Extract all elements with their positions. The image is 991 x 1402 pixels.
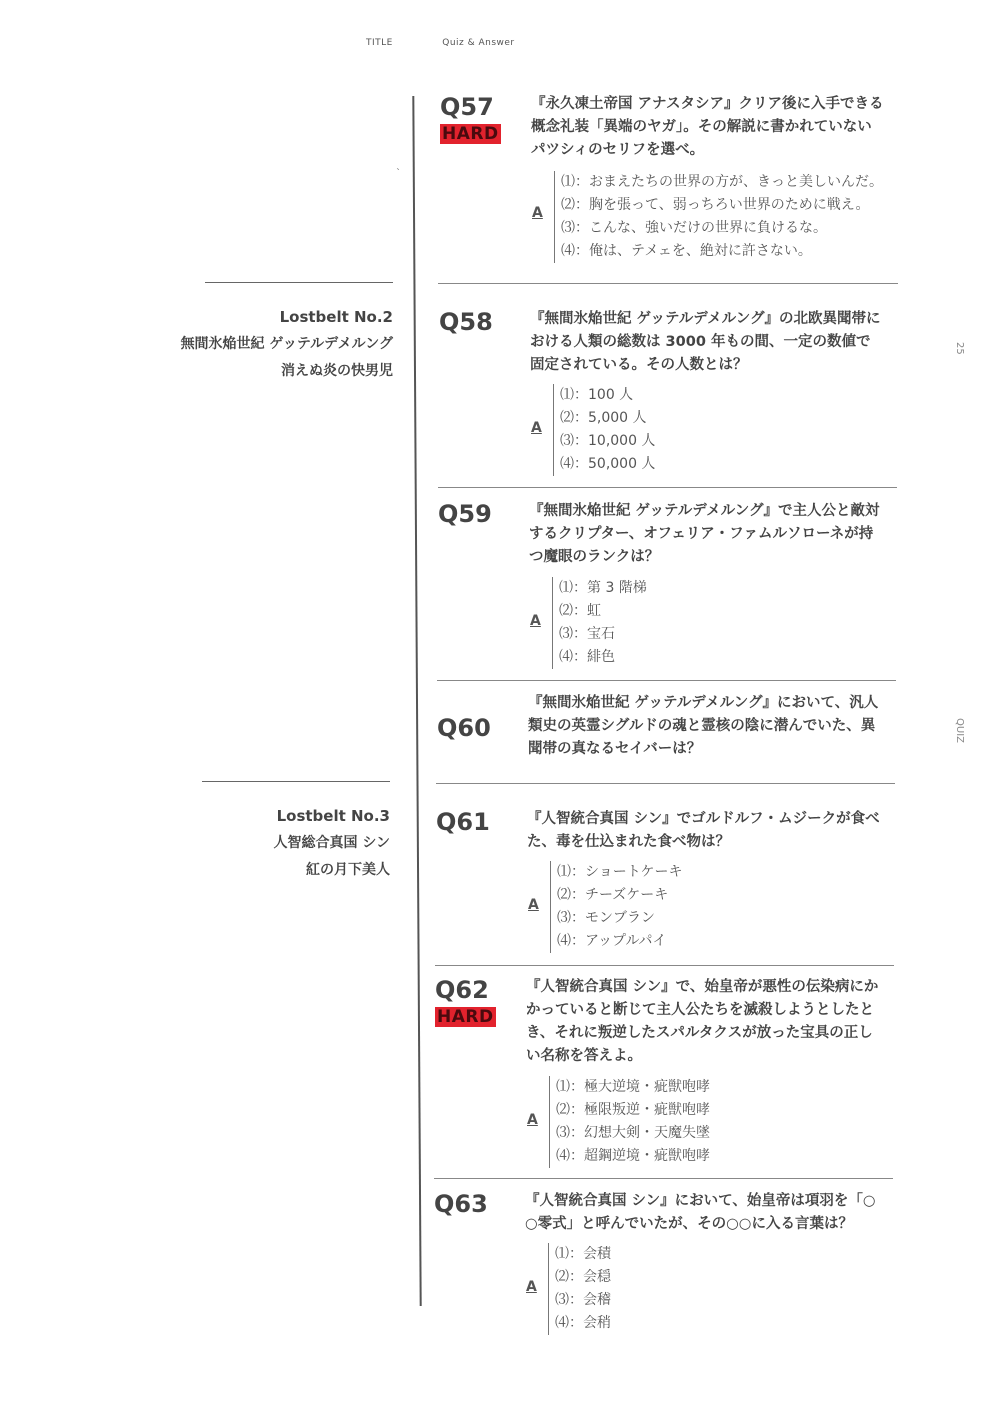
question-line: ○零式」と呼んでいたが、その○○に入る言葉は？ — [525, 1216, 853, 1232]
side-section-label: QUIZ — [954, 718, 965, 743]
question-text — [528, 692, 906, 761]
option: ⑶：10,000 人 — [560, 433, 656, 449]
option: ⑵：5,000 人 — [560, 410, 647, 426]
option: ⑵：チーズケーキ — [557, 887, 669, 903]
option-list — [550, 861, 682, 953]
question-line: 『人智統合真国 シン』で、始皇帝が悪性の伝染病にか — [526, 979, 879, 995]
option: ⑵：会穏 — [555, 1269, 611, 1285]
separator — [437, 680, 896, 681]
question-line: 『永久凍土帝国 アナスタシア』クリア後に入手できる — [531, 96, 884, 112]
question-text — [531, 93, 909, 162]
question-line: 『無間氷焔世紀 ゲッテルデメルング』で主人公と敵対 — [529, 503, 880, 519]
question-60 — [437, 692, 907, 772]
option: ⑴：100 人 — [560, 387, 634, 403]
separator — [435, 965, 894, 966]
header-subtitle: Quiz & Answer — [442, 38, 515, 48]
answer-label: A — [526, 1279, 537, 1295]
option: ⑶：モンブラン — [557, 910, 655, 926]
separator — [434, 1178, 893, 1179]
answer-label: A — [530, 613, 541, 629]
option: ⑴：会積 — [555, 1246, 611, 1262]
question-text — [530, 308, 908, 377]
question-text — [527, 808, 905, 854]
answer-label: A — [531, 420, 542, 436]
option: ⑷：会稍 — [555, 1315, 611, 1331]
option: ⑶：宝石 — [559, 626, 615, 642]
question-line: き、それに叛逆したスパルタクスが放った宝具の正し — [526, 1025, 873, 1041]
option: ⑴：極大逆境・疵獣咆哮 — [556, 1079, 710, 1095]
question-line: 『無間氷焔世紀 ゲッテルデメルング』の北欧異聞帯に — [530, 311, 881, 327]
option-list — [549, 1076, 710, 1168]
option: ⑴：ショートケーキ — [557, 864, 683, 880]
hard-badge: HARD — [442, 124, 499, 144]
question-number: Q62 — [435, 976, 489, 1004]
question-number: Q58 — [439, 308, 493, 336]
option-list — [554, 171, 883, 263]
option: ⑵：極限叛逆・疵獣咆哮 — [556, 1102, 710, 1118]
question-text — [529, 500, 907, 569]
margin-mark: ` — [396, 168, 401, 179]
question-number: Q59 — [438, 500, 492, 528]
option: ⑵：胸を張って、弱っちろい世界のために戦え。 — [561, 197, 870, 213]
side-rule-1 — [205, 282, 393, 283]
option: ⑷：俺は、テメェを、絶対に許さない。 — [561, 243, 812, 259]
option: ⑷：アップルパイ — [557, 933, 667, 949]
belt-line: 人智総合真国 シン — [273, 835, 390, 851]
question-61 — [436, 808, 906, 958]
separator — [438, 283, 898, 284]
belt-line: 消えぬ炎の快男児 — [281, 363, 393, 379]
side-rule-2 — [202, 781, 390, 782]
question-line: 『無間氷焔世紀 ゲッテルデメルング』において、汎人 — [528, 695, 879, 711]
header-title: TITLE — [366, 38, 393, 48]
option-list — [553, 384, 655, 476]
answer-label: A — [532, 205, 543, 221]
separator — [438, 487, 897, 488]
question-line: パツシィのセリフを選べ。 — [531, 142, 705, 158]
belt-heading-2 — [181, 304, 393, 385]
belt-line: 紅の月下美人 — [306, 862, 390, 878]
belt-heading-3 — [273, 803, 390, 884]
option: ⑵：虹 — [559, 603, 601, 619]
hard-badge: HARD — [437, 1007, 494, 1027]
option: ⑷：超鋼逆境・疵獣咆哮 — [556, 1148, 710, 1164]
option: ⑴：おまえたちの世界の方が、きっと美しいんだ。 — [561, 174, 883, 190]
question-line: かっていると断じて主人公たちを滅殺しようとしたと — [526, 1002, 874, 1018]
option: ⑶：幻想大剣・天魔失墜 — [556, 1125, 710, 1141]
question-57 — [440, 93, 910, 263]
option: ⑷：緋色 — [559, 649, 615, 665]
question-number: Q57 — [440, 93, 494, 121]
question-line: つ魔眼のランクは？ — [529, 549, 660, 565]
question-number: Q63 — [434, 1190, 488, 1218]
option-list — [548, 1243, 611, 1335]
question-line: 『人智統合真国 シン』でゴルドルフ・ムジークが食べ — [527, 811, 880, 827]
question-line: 概念礼装「異端のヤガ」。その解説に書かれていない — [531, 119, 872, 135]
option-list — [552, 577, 647, 669]
belt-number: Lostbelt No.3 — [276, 807, 390, 825]
side-page-number: 25 — [954, 342, 965, 355]
option: ⑴：第 3 階梯 — [559, 580, 647, 596]
option: ⑷：50,000 人 — [560, 456, 656, 472]
question-text — [525, 1190, 903, 1236]
question-58 — [439, 308, 909, 478]
option: ⑶：こんな、強いだけの世界に負けるな。 — [561, 220, 827, 236]
question-line: するクリプター、オフェリア・ファムルソローネが持 — [529, 526, 874, 542]
belt-line: 無間氷焔世紀 ゲッテルデメルング — [180, 336, 393, 352]
question-line: おける人類の総数は 3000 年もの間、一定の数値で — [530, 334, 871, 350]
separator — [436, 783, 895, 784]
page-header — [366, 38, 561, 48]
question-63 — [434, 1190, 904, 1340]
belt-number: Lostbelt No.2 — [279, 308, 393, 326]
vertical-rule — [412, 96, 421, 1306]
option: ⑶：会稽 — [555, 1292, 611, 1308]
answer-label: A — [528, 897, 539, 913]
question-text — [526, 976, 904, 1068]
question-line: い名称を答えよ。 — [526, 1048, 642, 1064]
question-line: 聞帯の真なるセイバーは？ — [528, 741, 702, 757]
question-62 — [435, 976, 905, 1171]
question-line: た、毒を仕込まれた食べ物は？ — [527, 834, 730, 850]
question-number: Q60 — [437, 714, 491, 742]
answer-label: A — [527, 1112, 538, 1128]
question-number: Q61 — [436, 808, 490, 836]
question-59 — [438, 500, 908, 670]
question-line: 『人智統合真国 シン』において、始皇帝は項羽を「○ — [525, 1193, 876, 1209]
question-line: 類史の英霊シグルドの魂と霊核の陰に潜んでいた、異 — [528, 718, 876, 734]
question-line: 固定されている。その人数とは？ — [530, 357, 748, 373]
